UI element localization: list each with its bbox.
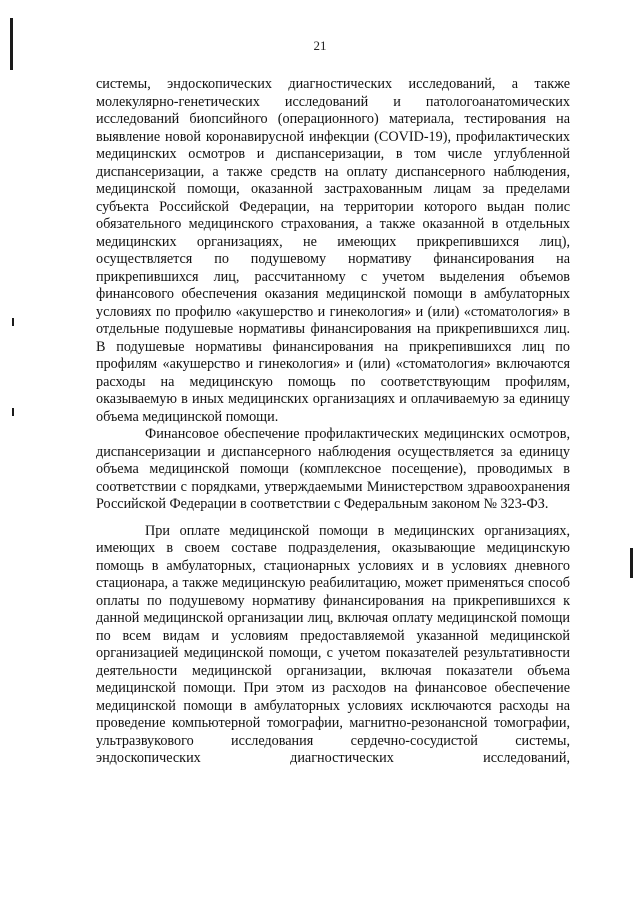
paragraph-3: При оплате медицинской помощи в медицинских организациях, имеющих в своем составе подразделения, оказывающие медицинскую помощь в амбулаторных, стационарных условиях и в условиях дневного стационара, а также медицинскую реабилитацию, может применяться способ оплаты по подушевому нормативу финансирования на прикрепившихся к данной медицинской организации лиц, включая оплату медицинской помощи по всем видам и условиям предоставляемой указанной медицинской организацией медицинской помощи, с учетом показателей результативности деятельности медицинской организации, включая показатели объема медицинской помощи. При этом из расходов на финансовое обеспечение медицинской помощи в амбулаторных условиях исключаются расходы на проведение компьютерной томографии, магнитно-резонансной томографии, ультразвукового исследования сердечно-сосудистой системы, эндоскопических диагностических исследований, (96, 522, 570, 766)
scan-edge-mark-left (12, 318, 14, 326)
scan-edge-mark-left-lower (12, 408, 14, 416)
paragraph-1: системы, эндоскопических диагностических исследований, а также молекулярно-генетических исследований и патологоанатомических исследований биопсийного (операционного) материала, тестирования на выявление новой коронавирусной инфекции (COVID-19), профилактических медицинских осмотров и диспансеризации, в том числе углубленной диспансеризации, а также средств на оплату диспансерного наблюдения, медицинской помощи, оказанной застрахованным лицам за пределами субъекта Российской Федерации, на территории которого выдан полис обязательного медицинского страхования, а также оказанной в отдельных медицинских организациях, не имеющих прикрепившихся лиц), осуществляется по подушевому нормативу финансирования на прикрепившихся лиц, рассчитанному с учетом выделения объемов финансового обеспечения оказания медицинской помощи в амбулаторных условиях по профилю «акушерство и гинекология» и (или) «стоматология» в отдельные подушевые нормативы финансирования на прикрепившихся лиц. В подушевые нормативы финансирования на прикрепившихся лиц по профилям «акушерство и гинекология» и (или) «стоматология» включаются расходы на медицинскую помощь по соответствующим профилям, оказываемую в иных медицинских организациях и оплачиваемую за единицу объема медицинской помощи. (96, 76, 570, 425)
paragraph-2: Финансовое обеспечение профилактических медицинских осмотров, диспансеризации и диспансерного наблюдения осуществляется за единицу объема медицинской помощи (комплексное посещение), проводимых в соответствии с порядками, утверждаемыми Министерством здравоохранения Российской Федерации в соответствии с Федеральным законом № 323-ФЗ. (96, 426, 570, 512)
page-number: 21 (313, 38, 327, 53)
document-body (96, 76, 570, 768)
scan-edge-mark-right (630, 548, 633, 578)
